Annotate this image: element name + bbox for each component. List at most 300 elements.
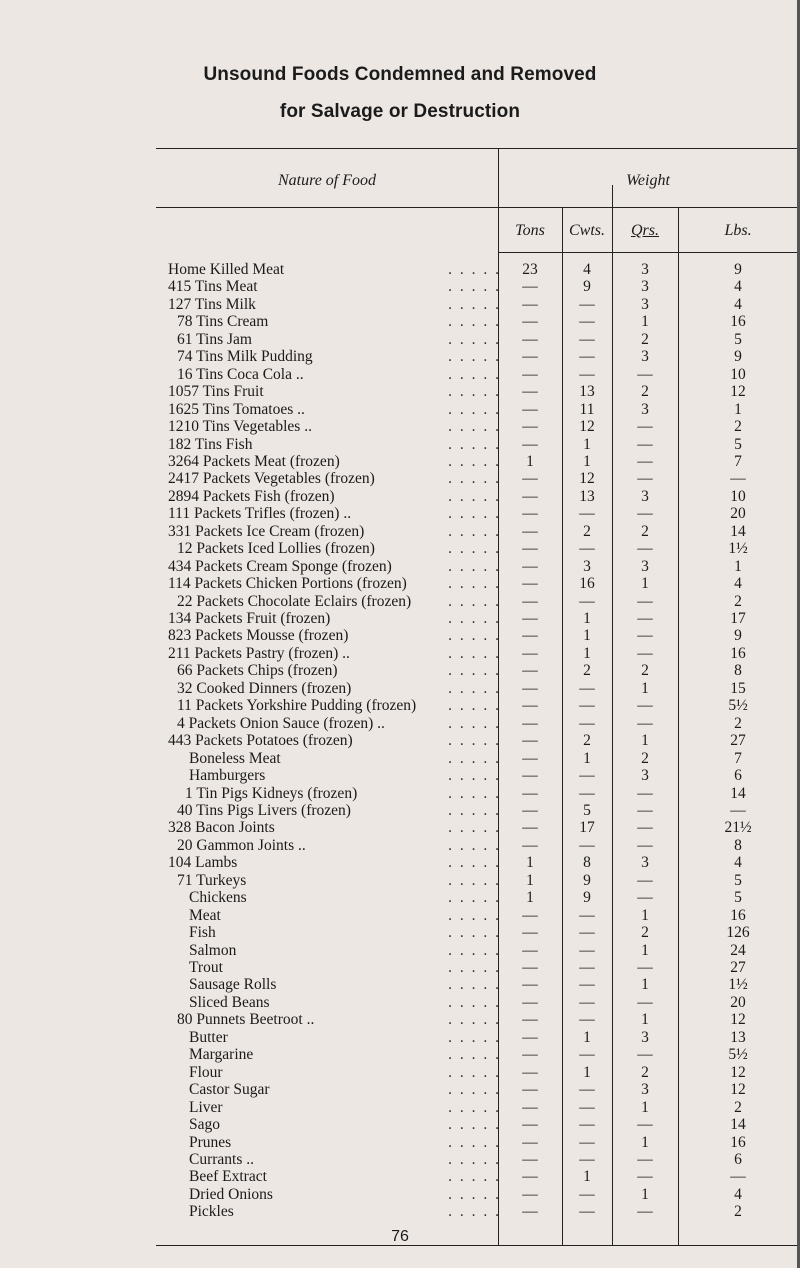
cell-qrs: — [637, 993, 653, 1011]
food-label: 1625 Tins Tomatoes .. [168, 401, 309, 418]
food-label: Sago [189, 1116, 224, 1133]
cell-lbs: 4 [734, 278, 742, 296]
cell-tons: — [522, 1133, 538, 1151]
cell-qrs: — [637, 801, 653, 819]
cell-lbs: 1½ [728, 540, 748, 558]
cell-lbs: 2 [734, 418, 742, 436]
cell-qrs: — [637, 452, 653, 470]
cell-cwts: — [579, 959, 595, 976]
cell-cwts: 5 [583, 801, 591, 819]
food-label: Home Killed Meat [168, 261, 288, 278]
cell-lbs: 24 [730, 941, 746, 959]
cell-lbs: 7 [734, 749, 742, 767]
row-leader-dots: . . . . . [448, 627, 501, 645]
table-row [177, 836, 798, 854]
cell-lbs: 8 [734, 836, 742, 854]
row-leader-dots: . . . . . [448, 854, 501, 872]
food-label: 1057 Tins Fruit [168, 383, 268, 400]
food-label: 20 Gammon Joints .. [177, 837, 310, 854]
row-leader-dots: . . . . . [448, 575, 501, 593]
cell-tons: — [522, 400, 538, 418]
cell-qrs: 3 [641, 278, 649, 296]
cell-lbs: 1 [734, 400, 742, 418]
cell-qrs: — [637, 418, 653, 436]
food-label: Flour [189, 1064, 227, 1081]
cell-lbs: — [730, 801, 746, 819]
cell-tons: — [522, 1063, 538, 1081]
row-leader-dots: . . . . . [448, 784, 501, 802]
cell-qrs: — [637, 784, 653, 802]
cell-lbs: 17 [730, 610, 746, 627]
table-row [189, 1168, 798, 1186]
cell-cwts: — [579, 1046, 595, 1064]
row-leader-dots: . . . . . [448, 836, 501, 854]
table-row [189, 959, 798, 976]
cell-cwts: 1 [583, 452, 591, 470]
table-row [177, 348, 798, 366]
cell-tons: — [522, 767, 538, 785]
food-label: Hamburgers [189, 767, 269, 784]
food-label: Margarine [189, 1046, 257, 1063]
cell-cwts: — [579, 540, 595, 558]
cell-lbs: 4 [734, 575, 742, 593]
cell-lbs: 7 [734, 452, 742, 470]
weight-subheader-rule-top [498, 207, 798, 208]
table-top-rule [156, 148, 798, 149]
cell-lbs: 8 [734, 662, 742, 680]
cell-qrs: — [637, 714, 653, 732]
cell-tons: — [522, 1150, 538, 1168]
food-label: 2417 Packets Vegetables (frozen) [168, 470, 379, 487]
row-leader-dots: . . . . . [448, 1063, 501, 1081]
cell-qrs: — [637, 1203, 653, 1221]
cell-tons: — [522, 906, 538, 924]
row-leader-dots: . . . . . [448, 418, 501, 436]
cell-qrs: 2 [641, 924, 649, 942]
cell-tons: 1 [526, 452, 534, 470]
cell-lbs: 12 [730, 1011, 746, 1029]
cell-qrs: — [637, 959, 653, 976]
cell-cwts: 2 [583, 522, 591, 540]
cell-lbs: 5 [734, 330, 742, 348]
page-number: 76 [391, 1228, 409, 1245]
cell-cwts: — [579, 1133, 595, 1151]
cell-cwts: — [579, 330, 595, 348]
cell-qrs: 1 [641, 941, 649, 959]
cell-qrs: 3 [641, 295, 649, 313]
food-label: Butter [189, 1029, 232, 1046]
cell-lbs: 15 [730, 679, 746, 697]
page-subtitle: for Salvage or Destruction [279, 101, 521, 122]
food-label: 104 Lambs [168, 854, 241, 871]
cell-lbs: 5 [734, 871, 742, 889]
cell-lbs: 5½ [728, 697, 748, 715]
cell-tons: — [522, 435, 538, 453]
food-label: Castor Sugar [189, 1081, 274, 1098]
cell-qrs: — [637, 1116, 653, 1134]
cell-lbs: — [730, 1168, 746, 1186]
cell-qrs: 3 [641, 261, 649, 278]
cell-lbs: 14 [730, 522, 746, 540]
table-row [189, 749, 798, 767]
row-leader-dots: . . . . . [448, 871, 501, 889]
food-label: Boneless Meat [189, 750, 285, 767]
cell-cwts: 1 [583, 644, 591, 662]
table-row [177, 662, 798, 680]
cell-tons: — [522, 1046, 538, 1064]
cell-cwts: 3 [583, 557, 591, 575]
cell-qrs: 3 [641, 1081, 649, 1099]
row-leader-dots: . . . . . [448, 1203, 501, 1221]
cell-qrs: — [637, 836, 653, 854]
cell-tons: — [522, 540, 538, 558]
row-leader-dots: . . . . . [448, 801, 501, 819]
cell-lbs: 4 [734, 295, 742, 313]
cell-cwts: — [579, 924, 595, 942]
food-label: 1210 Tins Vegetables .. [168, 418, 316, 435]
row-leader-dots: . . . . . [448, 959, 501, 976]
cell-cwts: 9 [583, 889, 591, 907]
food-label: Currants .. [189, 1151, 258, 1168]
cell-cwts: — [579, 941, 595, 959]
food-label: Sliced Beans [189, 994, 274, 1011]
cell-tons: — [522, 1098, 538, 1116]
row-leader-dots: . . . . . [448, 400, 501, 418]
cell-qrs: — [637, 871, 653, 889]
table-row [189, 941, 798, 959]
row-leader-dots: . . . . . [448, 1046, 501, 1064]
food-label: 74 Tins Milk Pudding [177, 348, 317, 365]
food-label: Beef Extract [189, 1168, 271, 1185]
table-row [168, 522, 798, 540]
food-label: 134 Packets Fruit (frozen) [168, 610, 334, 627]
row-leader-dots: . . . . . [448, 522, 501, 540]
row-leader-dots: . . . . . [448, 470, 501, 488]
food-label: 78 Tins Cream [177, 313, 272, 330]
row-leader-dots: . . . . . [448, 644, 501, 662]
cell-qrs: — [637, 435, 653, 453]
table-row [189, 1203, 798, 1221]
cell-lbs: 12 [730, 383, 746, 401]
cell-cwts: 9 [583, 871, 591, 889]
row-leader-dots: . . . . . [448, 697, 501, 715]
row-leader-dots: . . . . . [448, 261, 501, 278]
table-row [189, 1185, 798, 1203]
table-row [168, 470, 798, 488]
cell-cwts: — [579, 365, 595, 383]
table-row [189, 1150, 798, 1168]
cell-tons: — [522, 941, 538, 959]
cell-tons: — [522, 836, 538, 854]
header-tons: Tons [515, 222, 545, 239]
row-leader-dots: . . . . . [448, 1168, 501, 1186]
row-leader-dots: . . . . . [448, 505, 501, 523]
cell-cwts: 1 [583, 627, 591, 645]
food-label: 4 Packets Onion Sauce (frozen) .. [177, 715, 389, 732]
row-leader-dots: . . . . . [448, 679, 501, 697]
row-leader-dots: . . . . . [448, 540, 501, 558]
cell-tons: — [522, 487, 538, 505]
table-row [177, 365, 798, 383]
row-leader-dots: . . . . . [448, 819, 501, 837]
cell-cwts: — [579, 697, 595, 715]
food-label: 80 Punnets Beetroot .. [177, 1011, 318, 1028]
table-row [177, 313, 798, 331]
food-label: 114 Packets Chicken Portions (frozen) [168, 575, 411, 592]
food-label: Fish [189, 924, 220, 941]
table-row [177, 592, 798, 610]
cell-lbs: 6 [734, 1150, 742, 1168]
cell-tons: — [522, 418, 538, 436]
cell-cwts: 11 [579, 400, 595, 418]
cell-tons: — [522, 1081, 538, 1099]
cell-qrs: 1 [641, 976, 649, 994]
food-label: Meat [189, 907, 225, 924]
cell-tons: — [522, 1185, 538, 1203]
cell-cwts: 13 [579, 487, 595, 505]
table-row [168, 557, 798, 575]
row-leader-dots: . . . . . [448, 993, 501, 1011]
row-leader-dots: . . . . . [448, 610, 501, 627]
cell-tons: — [522, 697, 538, 715]
cell-tons: — [522, 295, 538, 313]
food-label: 22 Packets Chocolate Eclairs (frozen) [177, 593, 415, 610]
cell-cwts: — [579, 836, 595, 854]
cell-lbs: 10 [730, 487, 746, 505]
cell-cwts: 1 [583, 749, 591, 767]
cell-qrs: 1 [641, 313, 649, 331]
food-label: Sausage Rolls [189, 976, 280, 993]
cell-qrs: — [637, 697, 653, 715]
cell-lbs: 2 [734, 1203, 742, 1221]
table-row [189, 1098, 798, 1116]
cell-cwts: — [579, 906, 595, 924]
table-row [177, 330, 798, 348]
row-leader-dots: . . . . . [448, 924, 501, 942]
table-row [177, 714, 798, 732]
cell-cwts: — [579, 313, 595, 331]
row-leader-dots: . . . . . [448, 487, 501, 505]
cell-cwts: 9 [583, 278, 591, 296]
cell-lbs: 2 [734, 714, 742, 732]
table-row [189, 906, 798, 924]
cell-tons: — [522, 819, 538, 837]
cell-tons: — [522, 1203, 538, 1221]
cell-qrs: 3 [641, 557, 649, 575]
cell-lbs: 12 [730, 1063, 746, 1081]
cell-qrs: 1 [641, 575, 649, 593]
cell-cwts: 2 [583, 732, 591, 750]
row-leader-dots: . . . . . [448, 767, 501, 785]
row-leader-dots: . . . . . [448, 383, 501, 401]
food-label: Trout [189, 959, 227, 976]
cell-tons: — [522, 732, 538, 750]
table-row [168, 435, 798, 453]
cell-lbs: 1½ [728, 976, 748, 994]
cell-cwts: — [579, 1098, 595, 1116]
table-row [168, 295, 798, 313]
cell-qrs: — [637, 470, 653, 488]
cell-lbs: 27 [730, 732, 746, 750]
cell-tons: — [522, 1028, 538, 1046]
row-leader-dots: . . . . . [448, 1011, 501, 1029]
table-row [168, 644, 798, 662]
cell-qrs: 3 [641, 854, 649, 872]
cell-tons: — [522, 714, 538, 732]
row-leader-dots: . . . . . [448, 295, 501, 313]
cell-qrs: 1 [641, 1185, 649, 1203]
cell-cwts: — [579, 767, 595, 785]
cell-cwts: 17 [579, 819, 595, 837]
cell-cwts: 4 [583, 261, 591, 278]
cell-cwts: — [579, 993, 595, 1011]
food-label: Liver [189, 1099, 227, 1116]
cell-lbs: 13 [730, 1028, 746, 1046]
cell-cwts: — [579, 348, 595, 366]
cell-tons: — [522, 522, 538, 540]
cell-tons: — [522, 1168, 538, 1186]
table-row [177, 801, 798, 819]
cell-tons: — [522, 662, 538, 680]
cell-cwts: — [579, 784, 595, 802]
food-label: 3264 Packets Meat (frozen) [168, 453, 344, 470]
header-lbs: Lbs. [724, 222, 752, 239]
cell-qrs: 2 [641, 522, 649, 540]
cell-tons: — [522, 679, 538, 697]
cell-qrs: — [637, 627, 653, 645]
cell-tons: — [522, 801, 538, 819]
row-leader-dots: . . . . . [448, 1185, 501, 1203]
cell-qrs: 1 [641, 732, 649, 750]
row-leader-dots: . . . . . [448, 1028, 501, 1046]
row-leader-dots: . . . . . [448, 1150, 501, 1168]
row-leader-dots: . . . . . [448, 452, 501, 470]
row-leader-dots: . . . . . [448, 714, 501, 732]
table-row [168, 400, 798, 418]
cell-lbs: 20 [730, 993, 746, 1011]
table-row [168, 452, 798, 470]
cell-tons: 1 [526, 889, 534, 907]
cell-cwts: 8 [583, 854, 591, 872]
cell-qrs: — [637, 889, 653, 907]
table-row [168, 854, 798, 872]
table-row [168, 819, 798, 837]
cell-cwts: — [579, 505, 595, 523]
food-label: 823 Packets Mousse (frozen) [168, 627, 352, 644]
cell-qrs: — [637, 819, 653, 837]
food-label: 11 Packets Yorkshire Pudding (frozen) [177, 697, 420, 714]
row-leader-dots: . . . . . [448, 976, 501, 994]
cell-lbs: 16 [730, 644, 746, 662]
cell-tons: 1 [526, 854, 534, 872]
row-leader-dots: . . . . . [448, 732, 501, 750]
row-leader-dots: . . . . . [448, 906, 501, 924]
food-label: 2894 Packets Fish (frozen) [168, 488, 339, 505]
cell-lbs: 126 [726, 924, 750, 942]
cell-lbs: 21½ [724, 819, 752, 837]
table-row [168, 278, 798, 296]
cell-cwts: — [579, 714, 595, 732]
cell-lbs: 14 [730, 1116, 746, 1134]
table-row [185, 784, 798, 802]
row-leader-dots: . . . . . [448, 313, 501, 331]
cell-tons: — [522, 784, 538, 802]
row-leader-dots: . . . . . [448, 889, 501, 907]
cell-tons: 23 [522, 261, 538, 278]
cell-qrs: 3 [641, 348, 649, 366]
cell-cwts: 12 [579, 470, 595, 488]
cell-lbs: 5 [734, 889, 742, 907]
food-label: Dried Onions [189, 1186, 277, 1203]
cell-lbs: 14 [730, 784, 746, 802]
table-row [168, 261, 798, 278]
cell-lbs: 4 [734, 1185, 742, 1203]
row-leader-dots: . . . . . [448, 435, 501, 453]
cell-qrs: 3 [641, 487, 649, 505]
cell-tons: — [522, 313, 538, 331]
cell-qrs: — [637, 1150, 653, 1168]
cell-tons: — [522, 959, 538, 976]
cell-cwts: 1 [583, 1063, 591, 1081]
cell-qrs: — [637, 365, 653, 383]
table-row [189, 1063, 798, 1081]
cell-cwts: 1 [583, 435, 591, 453]
cell-cwts: 2 [583, 662, 591, 680]
table-row [177, 1011, 798, 1029]
row-leader-dots: . . . . . [448, 941, 501, 959]
cell-cwts: — [579, 592, 595, 610]
cell-cwts: — [579, 1116, 595, 1134]
cell-qrs: 2 [641, 383, 649, 401]
cell-tons: — [522, 644, 538, 662]
cell-lbs: 2 [734, 1098, 742, 1116]
weight-subheader-rule [498, 252, 798, 253]
table-row [189, 924, 798, 942]
cell-qrs: — [637, 1046, 653, 1064]
cell-lbs: 12 [730, 1081, 746, 1099]
cell-cwts: 1 [583, 610, 591, 627]
row-leader-dots: . . . . . [448, 365, 501, 383]
cell-cwts: 1 [583, 1028, 591, 1046]
cell-tons: — [522, 348, 538, 366]
cell-qrs: — [637, 1168, 653, 1186]
table-row [168, 732, 798, 750]
food-label: 16 Tins Coca Cola .. [177, 366, 308, 383]
cell-tons: — [522, 749, 538, 767]
food-label: 443 Packets Potatoes (frozen) [168, 732, 357, 749]
cell-cwts: — [579, 976, 595, 994]
row-leader-dots: . . . . . [448, 348, 501, 366]
food-label: Prunes [189, 1134, 235, 1151]
row-leader-dots: . . . . . [448, 662, 501, 680]
food-label: 415 Tins Meat [168, 278, 262, 295]
nature-header-rule [156, 207, 498, 208]
food-label: 434 Packets Cream Sponge (frozen) [168, 558, 396, 575]
cell-qrs: 1 [641, 1133, 649, 1151]
cell-cwts: 1 [583, 1168, 591, 1186]
cell-tons: — [522, 1116, 538, 1134]
cell-cwts: 13 [579, 383, 595, 401]
table-row [168, 487, 798, 505]
cell-lbs: 20 [730, 505, 746, 523]
cell-tons: — [522, 627, 538, 645]
cell-cwts: — [579, 679, 595, 697]
cell-tons: — [522, 383, 538, 401]
table-row [189, 976, 798, 994]
cell-tons: — [522, 1011, 538, 1029]
row-leader-dots: . . . . . [448, 278, 501, 296]
food-label: 328 Bacon Joints [168, 819, 279, 836]
